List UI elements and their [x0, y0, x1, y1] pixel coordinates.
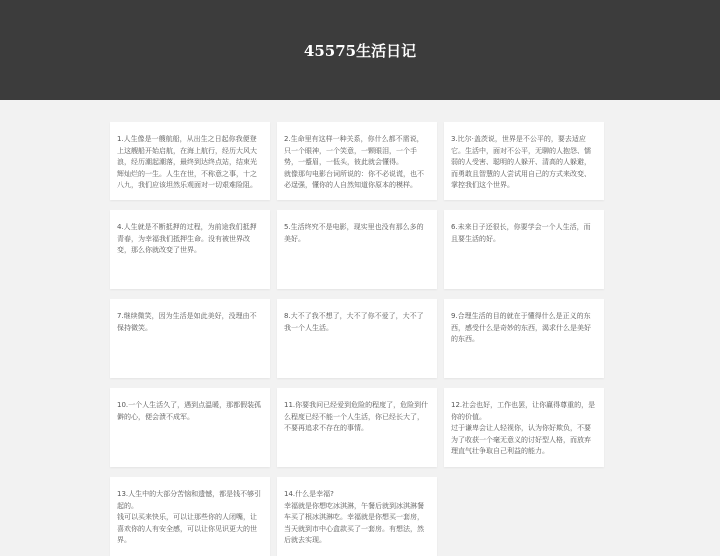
diary-card[interactable]: [110, 299, 270, 378]
diary-card-text: 8.大不了我不想了，大不了你不爱了，大不了我一个人生活。: [284, 312, 424, 332]
diary-card[interactable]: [110, 122, 270, 200]
diary-card-text: 3.比尔·盖茨说，世界是不公平的，要去适应它。生活中，面对不公平，无聊的人抱怨、懦弱的人受害、聪明的人躲开、清高的人躲避，而勇敢且智慧的人尝试用自己的方式来改变、掌控我们这个世界。: [451, 135, 591, 189]
diary-card[interactable]: [444, 122, 604, 200]
page-title: 45575生活日记: [303, 41, 417, 60]
diary-card-text: 12.社会也好，工作也罢，让你赢得尊重的，是你的价值。 过于谦卑会让人轻视你，认为你好欺负，不要为了收获一个毫无意义的讨好型人格，而放弃理直气壮争取自己利益的能力。: [451, 401, 596, 455]
diary-card[interactable]: [277, 388, 437, 467]
page-header: [0, 0, 720, 100]
diary-card-text: 9.合理生活的目的就在于懂得什么是正义的东西，感受什么是奇妙的东西，渴求什么是美好的东西。: [451, 312, 591, 343]
diary-card[interactable]: [277, 122, 437, 200]
diary-card[interactable]: [110, 477, 270, 556]
diary-card[interactable]: [110, 210, 270, 289]
diary-card-text: 1.人生像是一艘航船，从出生之日起你我便登上这艘船开始启航，在海上航行，经历大风大浪，经历潮起潮落，最终到达终点站，结束光辉灿烂的一生。人生在世，不称意之事，十之八九，我们应该坦然乐观面对一切艰难险阻。: [117, 135, 257, 189]
diary-card-text: 14.什么是幸福? 幸福就是你想吃冰淇淋，午餐后就到冰淇淋餐车买了根冰淇淋吃。幸福就是你想买一套房，当天就到市中心盒款买了一套房。有想法，然后就去实现。: [284, 490, 424, 544]
diary-card-text: 7.继续微笑，因为生活是如此美好，没理由不保持微笑。: [117, 312, 257, 332]
diary-card[interactable]: [444, 388, 604, 467]
diary-card[interactable]: [444, 210, 604, 289]
diary-card-text: 13.人生中的大部分苦恼和遗憾，都是钱不够引起的。 钱可以买来快乐，可以让那些你的人闭嘴，让喜欢你的人有安全感，可以让你见识更大的世界。: [117, 490, 262, 544]
diary-card-text: 11.你要我问已经爱到危险的程度了，危险到什么程度已经不能一个人生活，你已经长大了，不要再追求不存在的事情。: [284, 401, 429, 432]
diary-card[interactable]: [277, 477, 437, 556]
diary-card-text: 4.人生就是不断抵押的过程，为前途我们抵押青春，为幸福我们抵押生命。没有被世界改变，那么你就改变了世界。: [117, 223, 257, 254]
diary-card[interactable]: [277, 210, 437, 289]
diary-card-text: 10.一个人生活久了，遇到点温暖，那都假装孤僻的心，便会溃不成军。: [117, 401, 262, 421]
diary-card[interactable]: [110, 388, 270, 467]
diary-card-text: 5.生活终究不是电影，现实里也没有那么多的美好。: [284, 223, 424, 243]
diary-card-text: 2.生命里有这样一种关系，你什么都不需说，只一个眼神，一个笑意，一颗眼泪，一个手势，一蹙眉，一低头，彼此就会懂得。 就像那句电影台词所说的：你不必说谎，也不必逞强，懂你的人自然知道你原本的模样。: [284, 135, 424, 189]
diary-card[interactable]: [444, 299, 604, 378]
diary-card[interactable]: [277, 299, 437, 378]
diary-card-text: 6.未来日子还很长，你要学会一个人生活，而且要生活的好。: [451, 223, 591, 243]
